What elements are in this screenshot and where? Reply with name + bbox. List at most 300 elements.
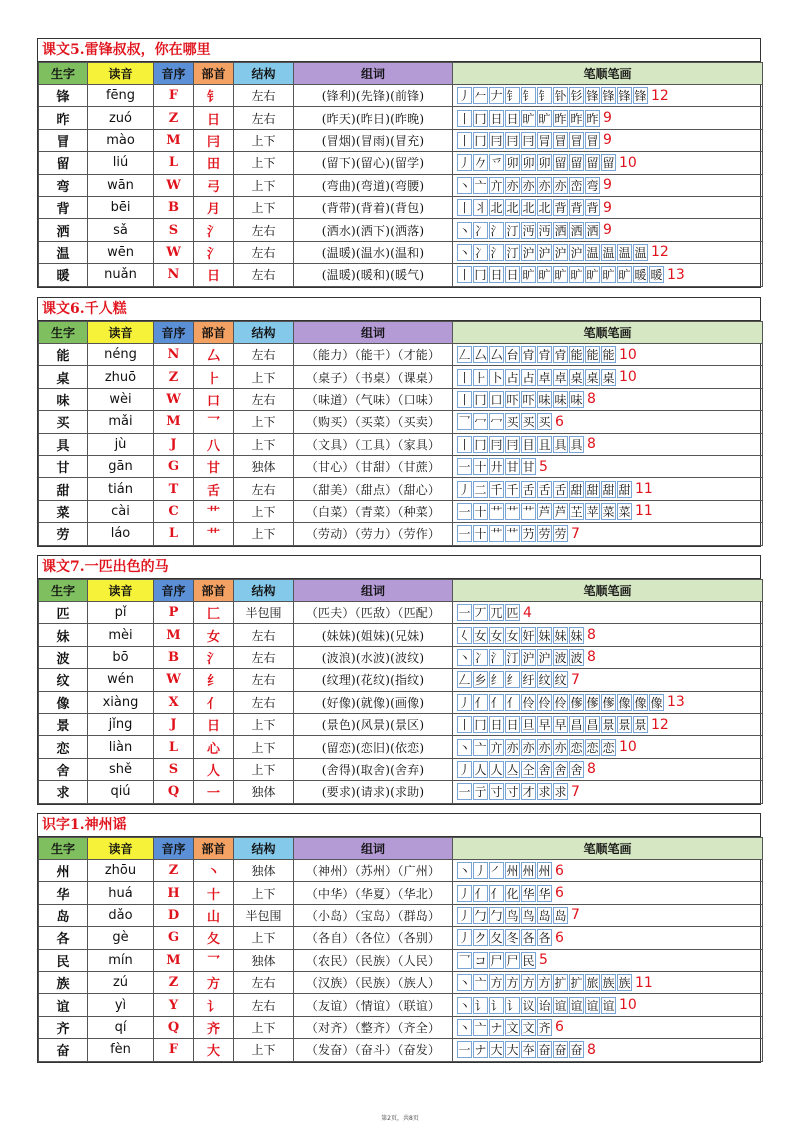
radical: 齐 (194, 1016, 234, 1038)
stroke-step: 背 (586, 201, 599, 216)
phonetic-order: N (154, 264, 194, 286)
stroke-step: 冬 (506, 931, 519, 946)
section-title: 识字1.神州谣 (38, 814, 760, 837)
table-row (39, 219, 763, 241)
phonetic-order: H (154, 882, 194, 904)
section-title: 课文7.一匹出色的马 (38, 556, 760, 579)
table-row (39, 85, 763, 107)
radical: 人 (194, 758, 234, 780)
stroke-count: 8 (587, 1041, 596, 1058)
phonetic-order: C (154, 500, 194, 522)
word-examples: (纹理)(花纹)(指纹) (294, 669, 453, 691)
stroke-step: 背 (554, 201, 567, 216)
stroke-step: 人 (474, 762, 487, 777)
header-char: 生字 (39, 322, 88, 344)
pinyin: jù (88, 433, 154, 455)
table-row (39, 949, 763, 971)
structure: 左右 (234, 219, 294, 241)
stroke-step: 冒 (570, 133, 583, 148)
header-strokes: 笔顺笔画 (453, 580, 763, 602)
stroke-order (453, 1016, 763, 1038)
stroke-step: 留 (602, 156, 615, 171)
stroke-step: 卯 (522, 156, 535, 171)
stroke-step: 卯 (538, 156, 551, 171)
stroke-step: 北 (522, 201, 535, 216)
stroke-order (453, 455, 763, 477)
header-strokes: 笔顺笔画 (453, 63, 763, 85)
table-row (39, 1016, 763, 1038)
stroke-step: 口 (490, 392, 503, 407)
header-order: 音序 (154, 322, 194, 344)
stroke-step: 十 (474, 460, 487, 475)
stroke-count: 8 (587, 391, 596, 408)
stroke-step: 北 (538, 201, 551, 216)
stroke-step: 日 (490, 268, 503, 283)
new-character: 昨 (39, 107, 88, 129)
radical: 山 (194, 904, 234, 926)
new-character: 锋 (39, 85, 88, 107)
phonetic-order: P (154, 602, 194, 624)
stroke-count: 11 (635, 974, 653, 991)
structure: 半包围 (234, 602, 294, 624)
stroke-step: 乛 (458, 415, 471, 430)
phonetic-order: B (154, 196, 194, 218)
stroke-count: 7 (571, 783, 580, 800)
stroke-step: 一 (458, 785, 471, 800)
stroke-step: 谊 (602, 998, 615, 1013)
stroke-step: 州 (522, 864, 535, 879)
stroke-step: 早 (554, 718, 567, 733)
stroke-count: 5 (539, 458, 548, 475)
stroke-count: 6 (555, 1019, 564, 1036)
stroke-step: 桌 (570, 370, 583, 385)
header-strokes: 笔顺笔画 (453, 838, 763, 860)
header-words: 组词 (294, 580, 453, 602)
stroke-step: 恋 (570, 740, 583, 755)
word-examples: （友谊）（情谊）（联谊） (294, 994, 453, 1016)
stroke-count: 9 (603, 177, 612, 194)
phonetic-order: W (154, 388, 194, 410)
stroke-step: 谊 (570, 998, 583, 1013)
new-character: 恋 (39, 736, 88, 758)
new-character: 温 (39, 241, 88, 263)
word-examples: (弯曲)(弯道)(弯腰) (294, 174, 453, 196)
stroke-step: 丶 (458, 1020, 471, 1035)
word-examples: (温暖)(温水)(温和) (294, 241, 453, 263)
stroke-step: 一 (458, 460, 471, 475)
stroke-order (453, 646, 763, 668)
stroke-step: 锋 (618, 89, 631, 104)
radical: 八 (194, 433, 234, 455)
pinyin: mèi (88, 624, 154, 646)
radical: ⺊ (194, 366, 234, 388)
stroke-step: 丨 (458, 201, 471, 216)
stroke-step: 桌 (602, 370, 615, 385)
stroke-step: 波 (554, 650, 567, 665)
word-examples: （各自）（各位）（各别） (294, 927, 453, 949)
stroke-step: 亣 (490, 740, 503, 755)
stroke-step: 亻 (474, 695, 487, 710)
stroke-step: 冃 (506, 437, 519, 452)
stroke-step: 冂 (474, 437, 487, 452)
stroke-step: 卓 (538, 370, 551, 385)
stroke-step: 亦 (554, 740, 567, 755)
stroke-step: 千 (506, 482, 519, 497)
stroke-step: 丶 (458, 740, 471, 755)
pinyin: qiú (88, 781, 154, 803)
header-radical: 部首 (194, 838, 234, 860)
header-structure: 结构 (234, 322, 294, 344)
new-character: 像 (39, 691, 88, 713)
stroke-count: 9 (603, 110, 612, 127)
pinyin: sǎ (88, 219, 154, 241)
stroke-step: 扩 (570, 976, 583, 991)
stroke-step: 钅 (506, 89, 519, 104)
radical: 十 (194, 882, 234, 904)
structure: 上下 (234, 1016, 294, 1038)
stroke-order (453, 107, 763, 129)
radical: 纟 (194, 669, 234, 691)
radical: 匚 (194, 602, 234, 624)
stroke-step: 𠂉 (474, 89, 487, 104)
pinyin: néng (88, 344, 154, 366)
stroke-step: 早 (538, 718, 551, 733)
phonetic-order: G (154, 927, 194, 949)
stroke-order (453, 758, 763, 780)
stroke-step: 留 (570, 156, 583, 171)
stroke-step: 亣 (490, 178, 503, 193)
stroke-step: 丶 (458, 976, 471, 991)
table-row (39, 646, 763, 668)
stroke-step: 劳 (538, 527, 551, 542)
stroke-step: 丶 (458, 650, 471, 665)
stroke-step: 吓 (506, 392, 519, 407)
word-examples: (要求)(请求)(求助) (294, 781, 453, 803)
word-examples: (波浪)(水波)(波纹) (294, 646, 453, 668)
phonetic-order: F (154, 1039, 194, 1061)
stroke-step: 肻 (522, 348, 535, 363)
phonetic-order: L (154, 523, 194, 545)
stroke-step: 丿 (458, 156, 471, 171)
stroke-step: 舌 (522, 482, 535, 497)
structure: 左右 (234, 344, 294, 366)
phonetic-order: M (154, 129, 194, 151)
stroke-step: 丿 (458, 886, 471, 901)
stroke-count: 5 (539, 952, 548, 969)
stroke-step: 方 (490, 976, 503, 991)
lesson-section (37, 297, 761, 547)
stroke-step: 昌 (586, 718, 599, 733)
phonetic-order: Y (154, 994, 194, 1016)
stroke-step: 文 (506, 1020, 519, 1035)
phonetic-order: M (154, 411, 194, 433)
stroke-count: 4 (523, 604, 532, 621)
stroke-order (453, 736, 763, 758)
stroke-step: 昨 (570, 111, 583, 126)
stroke-step: 像 (618, 695, 631, 710)
stroke-step: 寸 (506, 785, 519, 800)
stroke-step: 求 (538, 785, 551, 800)
word-examples: (昨天)(昨日)(昨晚) (294, 107, 453, 129)
stroke-order (453, 196, 763, 218)
stroke-step: 背 (570, 201, 583, 216)
stroke-order (453, 85, 763, 107)
stroke-step: 亠 (474, 178, 487, 193)
stroke-step: 亻 (474, 886, 487, 901)
stroke-step: 沪 (554, 245, 567, 260)
stroke-step: 劳 (554, 527, 567, 542)
table-row (39, 107, 763, 129)
new-character: 能 (39, 344, 88, 366)
word-examples: (舍得)(取舍)(舍弃) (294, 758, 453, 780)
phonetic-order: Z (154, 366, 194, 388)
stroke-step: 芏 (570, 504, 583, 519)
stroke-step: 丨 (458, 718, 471, 733)
stroke-step: 女 (490, 628, 503, 643)
header-structure: 结构 (234, 63, 294, 85)
stroke-step: 能 (602, 348, 615, 363)
stroke-step: 景 (634, 718, 647, 733)
pinyin: cài (88, 500, 154, 522)
radical: 讠 (194, 994, 234, 1016)
header-reading: 读音 (88, 838, 154, 860)
stroke-step: 旷 (522, 268, 535, 283)
stroke-step: 景 (618, 718, 631, 733)
table-header-row (39, 838, 763, 860)
phonetic-order: Q (154, 781, 194, 803)
stroke-step: 汀 (506, 650, 519, 665)
stroke-step: 洒 (570, 223, 583, 238)
radical: 氵 (194, 241, 234, 263)
pinyin: wān (88, 174, 154, 196)
stroke-step: 菜 (602, 504, 615, 519)
phonetic-order: N (154, 344, 194, 366)
stroke-order (453, 433, 763, 455)
word-examples: （对齐）（整齐）（齐全） (294, 1016, 453, 1038)
stroke-count: 7 (571, 671, 580, 688)
stroke-step: 千 (490, 482, 503, 497)
new-character: 暖 (39, 264, 88, 286)
header-words: 组词 (294, 838, 453, 860)
new-character: 洒 (39, 219, 88, 241)
stroke-order (453, 904, 763, 926)
lesson-section (37, 555, 761, 805)
pinyin: liú (88, 152, 154, 174)
word-examples: （味道）（气味）（口味） (294, 388, 453, 410)
stroke-step: 丨 (458, 370, 471, 385)
pinyin: qí (88, 1016, 154, 1038)
word-examples: （匹夫）（匹敌）（匹配） (294, 602, 453, 624)
lesson-section (37, 813, 761, 1063)
structure: 左右 (234, 691, 294, 713)
stroke-step: 化 (506, 886, 519, 901)
stroke-step: 亻 (506, 695, 519, 710)
stroke-order (453, 241, 763, 263)
new-character: 劳 (39, 523, 88, 545)
stroke-count: 7 (571, 907, 580, 924)
radical: 舌 (194, 478, 234, 500)
stroke-step: 旷 (618, 268, 631, 283)
phonetic-order: J (154, 713, 194, 735)
pinyin: wèi (88, 388, 154, 410)
table-row (39, 669, 763, 691)
stroke-step: 桌 (586, 370, 599, 385)
new-character: 齐 (39, 1016, 88, 1038)
phonetic-order: J (154, 433, 194, 455)
pinyin: nuǎn (88, 264, 154, 286)
stroke-step: 一 (458, 1043, 471, 1058)
stroke-step: 艹 (490, 504, 503, 519)
radical: 氵 (194, 646, 234, 668)
word-examples: （神州）（苏州）（广州） (294, 860, 453, 882)
phonetic-order: W (154, 174, 194, 196)
header-char: 生字 (39, 63, 88, 85)
pinyin: xiàng (88, 691, 154, 713)
stroke-step: 甜 (570, 482, 583, 497)
structure: 左右 (234, 478, 294, 500)
word-examples: （购买）（买菜）（买卖） (294, 411, 453, 433)
stroke-step: 勹 (490, 908, 503, 923)
stroke-step: 议 (522, 998, 535, 1013)
new-character: 华 (39, 882, 88, 904)
stroke-step: 丨 (458, 437, 471, 452)
table-header-row (39, 63, 763, 85)
stroke-order (453, 264, 763, 286)
table-row (39, 860, 763, 882)
stroke-step: 买 (506, 415, 519, 430)
stroke-step: 冂 (474, 718, 487, 733)
stroke-step: 艹 (506, 527, 519, 542)
stroke-step: 丿 (458, 762, 471, 777)
stroke-step: 纹 (538, 673, 551, 688)
pinyin: jǐng (88, 713, 154, 735)
radical: 丶 (194, 860, 234, 882)
stroke-step: 冃 (490, 133, 503, 148)
stroke-step: 亠 (474, 976, 487, 991)
radical: 厶 (194, 344, 234, 366)
stroke-step: 艹 (522, 504, 535, 519)
stroke-order (453, 129, 763, 151)
stroke-step: 丿 (458, 908, 471, 923)
pinyin: yì (88, 994, 154, 1016)
word-examples: （甜美）（甜点）（甜心） (294, 478, 453, 500)
stroke-step: 𠂊 (474, 156, 487, 171)
header-strokes: 笔顺笔画 (453, 322, 763, 344)
stroke-step: 冂 (474, 111, 487, 126)
lesson-section (37, 38, 761, 288)
stroke-step: 北 (490, 201, 503, 216)
stroke-step: 厶 (474, 348, 487, 363)
stroke-count: 9 (603, 132, 612, 149)
structure: 上下 (234, 500, 294, 522)
header-order: 音序 (154, 580, 194, 602)
stroke-step: 肻 (538, 348, 551, 363)
stroke-order (453, 994, 763, 1016)
table-row (39, 388, 763, 410)
table-row (39, 366, 763, 388)
stroke-step: 齐 (538, 1020, 551, 1035)
stroke-order (453, 882, 763, 904)
pinyin: wén (88, 669, 154, 691)
stroke-step: 大 (490, 1043, 503, 1058)
phonetic-order: W (154, 241, 194, 263)
table-row (39, 433, 763, 455)
stroke-step: 留 (554, 156, 567, 171)
stroke-step: 奋 (538, 1043, 551, 1058)
stroke-step: 锋 (586, 89, 599, 104)
stroke-step: 族 (618, 976, 631, 991)
word-examples: （能力）（能干）（才能） (294, 344, 453, 366)
stroke-step: 伶 (554, 695, 567, 710)
new-character: 甜 (39, 478, 88, 500)
stroke-step: 甜 (586, 482, 599, 497)
structure: 上下 (234, 736, 294, 758)
stroke-step: 芀 (522, 527, 535, 542)
stroke-step: 北 (506, 201, 519, 216)
header-order: 音序 (154, 63, 194, 85)
stroke-step: 一 (458, 527, 471, 542)
stroke-order (453, 388, 763, 410)
pinyin: liàn (88, 736, 154, 758)
stroke-step: 𠂇 (490, 89, 503, 104)
header-char: 生字 (39, 838, 88, 860)
stroke-count: 9 (603, 199, 612, 216)
stroke-step: 鸟 (522, 908, 535, 923)
stroke-step: 鸟 (506, 908, 519, 923)
stroke-step: 舍 (538, 762, 551, 777)
stroke-step: 冒 (554, 133, 567, 148)
stroke-step: 能 (586, 348, 599, 363)
stroke-order (453, 411, 763, 433)
structure: 上下 (234, 523, 294, 545)
structure: 左右 (234, 388, 294, 410)
phonetic-order: W (154, 669, 194, 691)
stroke-step: 华 (522, 886, 535, 901)
radical: 心 (194, 736, 234, 758)
stroke-step: 买 (522, 415, 535, 430)
stroke-step: 恋 (586, 740, 599, 755)
stroke-step: 亦 (506, 178, 519, 193)
stroke-step: 妹 (538, 628, 551, 643)
word-examples: （劳动）（劳力）（劳作） (294, 523, 453, 545)
stroke-step: 钐 (570, 89, 583, 104)
stroke-step: ⺊ (474, 370, 487, 385)
stroke-step: 沔 (522, 223, 535, 238)
stroke-count: 13 (667, 266, 685, 283)
stroke-step: 沪 (538, 650, 551, 665)
table-row (39, 523, 763, 545)
radical: 大 (194, 1039, 234, 1061)
header-radical: 部首 (194, 322, 234, 344)
stroke-step: 亦 (506, 740, 519, 755)
stroke-step: 具 (554, 437, 567, 452)
stroke-step: 十 (474, 527, 487, 542)
stroke-step: 方 (538, 976, 551, 991)
stroke-step: 亻 (490, 695, 503, 710)
stroke-step: 汀 (506, 245, 519, 260)
stroke-step: 丬 (474, 201, 487, 216)
new-character: 买 (39, 411, 88, 433)
pinyin: láo (88, 523, 154, 545)
stroke-step: 奋 (570, 1043, 583, 1058)
phonetic-order: S (154, 219, 194, 241)
stroke-step: 纟 (490, 673, 503, 688)
table-row (39, 196, 763, 218)
stroke-step: 暖 (634, 268, 647, 283)
stroke-step: 氵 (490, 650, 503, 665)
stroke-order (453, 949, 763, 971)
phonetic-order: Z (154, 860, 194, 882)
